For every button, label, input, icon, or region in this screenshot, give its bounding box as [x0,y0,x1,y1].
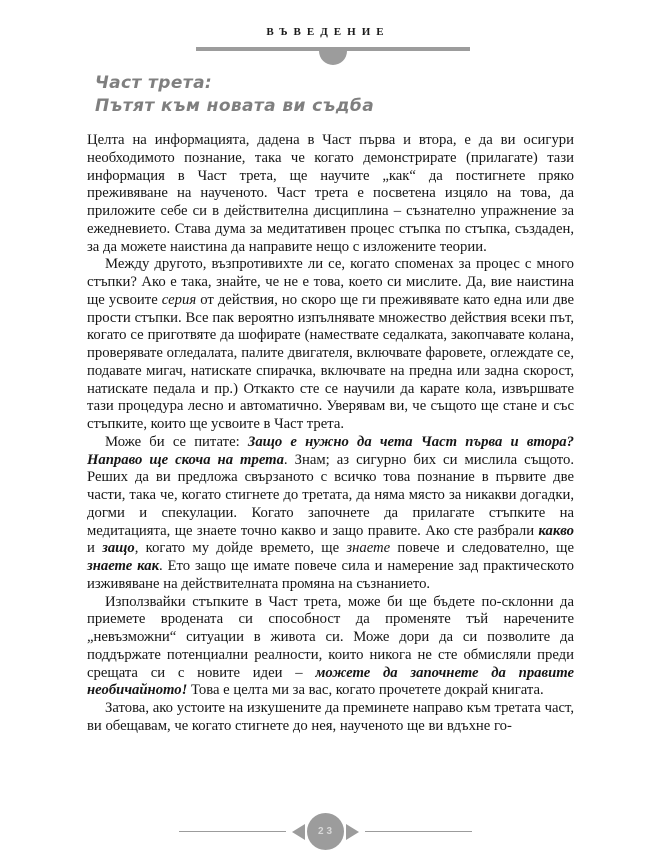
body-text [87,132,574,736]
text-run: Използвайки стъпките в Част трета, може би ще бъдете по-склонни да приемете вродената си способност да променяте тъй наречените „невъзможни“ ситуации в живота си. Може дори да си позволите да поддържате потенциални реалности, които никога не сте обмисляли преди срещата си с новите идеи – [87,593,574,681]
footer-arrow-right-icon [346,824,359,840]
text-run: можете да започнете да правите необичайното! [87,664,574,699]
running-header: ВЪВЕДЕНИЕ [266,26,390,38]
chapter-title [95,72,374,118]
text-run: Затова, ако устоите на изкушените да преминете направо към третата част, ви обещавам, че когато стигнете до нея, наученото ще ви вдъхне го- [87,700,574,734]
text-run: знаете [346,540,391,557]
footer-arrow-left-icon [292,824,305,840]
text-run: Между другото, възпротивихте ли се, когато споменах за процес с много стъпки? Ако е така, знайте, че не е това, което си мислите. Да, вие наистина ще усвоите [87,256,574,308]
text-run: . Знам; аз сигурно бих си мислила същото. Реших да ви предложа свързаното с всичко това познание в първите две части, така че, когато стигнете до третата, да няма място за никакви догадки, догми и спекулации. Когато започнете да прилагате стъпките на медитацията, ще знаете точно какво и защо правите. Ако сте разбрали [87,451,574,539]
text-run: какво [538,522,574,539]
paragraph [87,594,574,701]
paragraph [87,700,574,736]
text-run: , когато му дойде времето, ще [134,540,347,557]
footer [0,813,650,850]
paragraph [87,132,574,256]
text-run: знаете как [87,558,160,574]
text-run: и [87,540,103,557]
text-run: Защо е нужно да чета Част първа и втора? Направо ще скоча на трета [87,433,574,468]
paragraph [87,256,574,434]
text-run: . Ето защо ще имате повече сила и намерение зад практическото изживяване на действителната промяна на съзнанието. [87,558,575,592]
text-run: защо [102,540,135,557]
page-number: 23 [317,826,336,837]
chapter-title-line2: Пътят към новата ви съдба [95,96,375,116]
text-run: повече и следователно, ще [390,540,574,557]
header-semicircle-ornament [319,51,347,65]
text-run: Може би се питате: [105,433,248,450]
paragraph [87,434,574,594]
footer-rule-left [179,831,286,832]
text-run: от действия, но скоро ще ги преживявате като една или две прости стъпки. Все пак вероятно изпълнявате множество действия всеки път, когато се приготвяте да шофирате (намествате седалката, закопчавате колана, проверявате огледалата, палите двигателя, включвате фаровете, оглеждате се, подавате мигач, натискате спирачка, включвате на предна или задна скорост, натискате педала и пр.) Откакто сте се научили да карате кола, извършвате тази процедура лесно и автоматично. Уверявам ви, че същото ще стане и със стъпките, които ще усвоите в Част трета. [87,291,575,432]
chapter-title-line1: Част трета: [95,73,213,93]
page-number-badge [307,813,344,850]
text-run: Целта на информацията, дадена в Част първа и втора, е да ви осигури необходимото познание, така че когато демонстрирате (прилагате) тази информация в Част трета, ще научите „как“ да постигнете пряко преживяване на наученото. Част трета е посветена изцяло на това, да приложите себе си в действителна дисциплина – съзнателно упражнение за ежедневието. Става дума за медитативен процес стъпка по стъпка, създаден, за да можете наистина да направите нещо с изложените теории. [87,132,574,255]
text-run: серия [161,291,197,308]
footer-rule-right [365,831,472,832]
text-run: Това е целта ми за вас, когато прочетете докрай книгата. [187,682,544,699]
